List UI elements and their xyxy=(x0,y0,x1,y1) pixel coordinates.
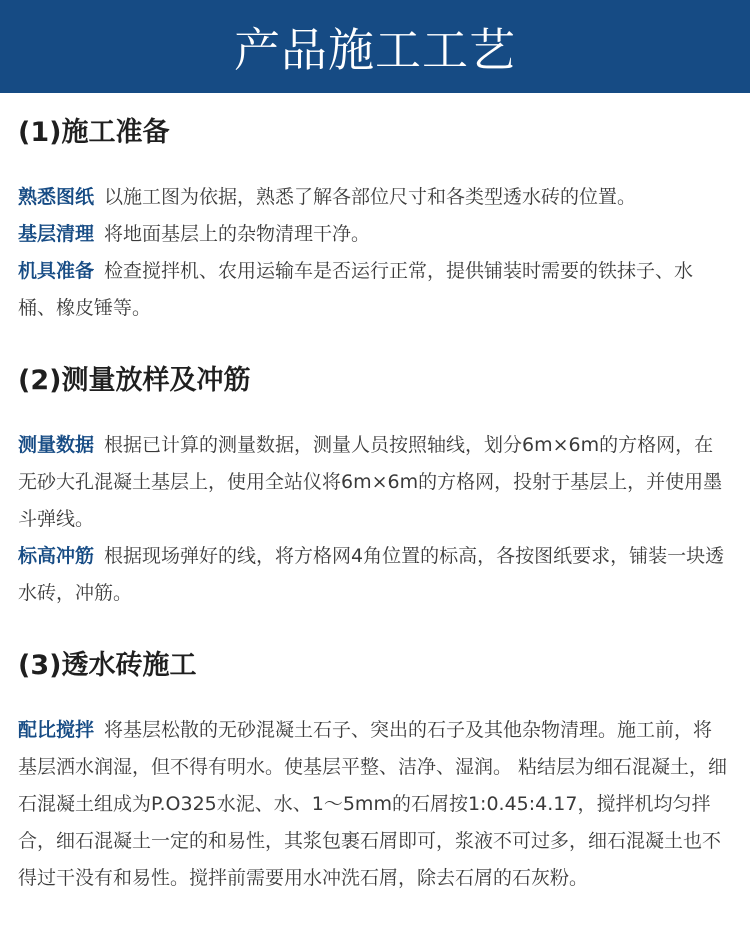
paragraph xyxy=(18,179,730,216)
page-title: 产品施工工艺 xyxy=(234,22,516,77)
paragraph xyxy=(18,712,730,897)
term-text: 以施工图为依据，熟悉了解各部位尺寸和各类型透水砖的位置。 xyxy=(104,186,637,208)
term-text: 将地面基层上的杂物清理干净。 xyxy=(104,223,371,245)
section-title-survey: (2)测量放样及冲筋 xyxy=(18,365,251,396)
term-label: 测量数据 xyxy=(18,434,95,456)
paragraph xyxy=(18,427,730,538)
paragraph xyxy=(18,253,730,327)
term-label: 基层清理 xyxy=(18,223,95,245)
section-body-paving xyxy=(18,712,730,897)
page-header xyxy=(0,0,750,93)
term-text: 根据现场弹好的线，将方格网4角位置的标高，各按图纸要求，铺装一块透水砖，冲筋。 xyxy=(18,545,725,604)
term-label: 配比搅拌 xyxy=(18,719,95,741)
section-body-prep xyxy=(18,179,730,327)
term-text: 根据已计算的测量数据，测量人员按照轴线，划分6m×6m的方格网，在无砂大孔混凝土基层上，使用全站仪将6m×6m的方格网，投射于基层上，并使用墨斗弹线。 xyxy=(18,434,723,530)
section-title-prep: (1)施工准备 xyxy=(18,117,170,148)
section-body-survey xyxy=(18,427,730,612)
paragraph xyxy=(18,216,730,253)
paragraph xyxy=(18,538,730,612)
term-label: 熟悉图纸 xyxy=(18,186,95,208)
term-text: 将基层松散的无砂混凝土石子、突出的石子及其他杂物清理。施工前，将基层洒水润湿，但不得有明水。使基层平整、洁净、湿润。 粘结层为细石混凝土，细石混凝土组成为P.O325水泥、水、1～5mm的石屑按1:0.45:4.17，搅拌机均匀拌合，细石混凝土一定的和易性，其浆包裹石屑即可，浆液不可过多，细石混凝土也不得过干没有和易性。搅拌前需要用水冲洗石屑，除去石屑的石灰粉。 xyxy=(18,719,728,889)
content xyxy=(0,93,750,897)
term-text: 检查搅拌机、农用运输车是否运行正常，提供铺装时需要的铁抹子、水桶、橡皮锤等。 xyxy=(18,260,694,319)
section-title-paving: (3)透水砖施工 xyxy=(18,650,197,681)
term-label: 机具准备 xyxy=(18,260,95,282)
term-label: 标高冲筋 xyxy=(18,545,95,567)
